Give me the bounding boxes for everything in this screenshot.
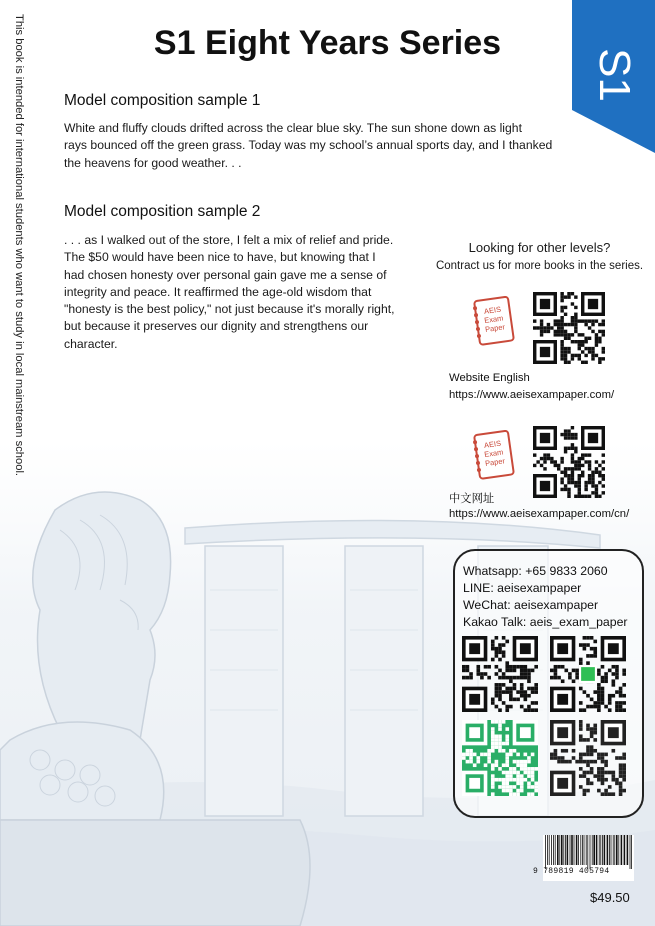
sample-1-heading: Model composition sample 1 xyxy=(64,92,261,109)
level-label: S1 xyxy=(589,48,639,102)
badge-line-1: AEIS xyxy=(483,438,502,450)
promo-heading: Looking for other levels? xyxy=(468,240,611,255)
isbn-number: 9 789819 405794 xyxy=(533,867,610,876)
website-chinese-qr-code[interactable] xyxy=(533,426,605,498)
sample-2-text: . . . as I walked out of the store, I felt a mix of relief and pride. The $50 would have been nice to have, but knowing that I had chosen honesty over personal gain gave me a sense of integrity and peace. It reaffirmed the age-old wisdom that "honesty is the best policy," not just because it's morally right, but because it preserves our dignity and strengthens our character. xyxy=(64,233,395,351)
wechat-qr-code[interactable] xyxy=(462,720,538,796)
kakao-contact: Kakao Talk: aeis_exam_paper xyxy=(463,615,628,629)
line-qr-code[interactable] xyxy=(550,636,626,712)
line-contact: LINE: aeisexampaper xyxy=(463,581,582,595)
promo-subheading: Contract us for more books in the series. xyxy=(435,260,644,272)
whatsapp-contact: Whatsapp: +65 9833 2060 xyxy=(463,564,608,578)
page-title: S1 Eight Years Series xyxy=(153,24,502,62)
wechat-contact: WeChat: aeisexampaper xyxy=(463,598,599,612)
badge-line-2: Exam xyxy=(483,447,504,460)
badge-line-1: AEIS xyxy=(483,304,502,316)
badge-line-2: Exam xyxy=(483,313,504,326)
side-description xyxy=(11,14,25,494)
price: $49.50 xyxy=(590,890,630,905)
kakao-qr-code[interactable] xyxy=(550,720,626,796)
website-chinese-link[interactable]: https://www.aeisexampaper.com/cn/ xyxy=(449,508,630,520)
side-description-text: This book is intended for international students who want to study in local mainstream school. xyxy=(13,14,25,477)
sample-2-heading: Model composition sample 2 xyxy=(64,203,261,220)
aeis-notebook-icon xyxy=(469,430,515,480)
sample-1-text: White and fluffy clouds drifted across the clear blue sky. The sun shone down as light rays bounced off the green grass. Today was my school’s annual sports day, and I thanked the heavens for good weather. . . xyxy=(64,121,553,170)
whatsapp-qr-code[interactable] xyxy=(462,636,538,712)
website-english-label: Website English xyxy=(449,372,530,384)
website-chinese-label: 中文网址 xyxy=(449,493,495,505)
website-english-qr-code[interactable] xyxy=(533,292,605,364)
badge-line-3: Paper xyxy=(484,456,506,468)
badge-line-3: Paper xyxy=(484,322,506,334)
website-english-link[interactable]: https://www.aeisexampaper.com/ xyxy=(449,389,615,401)
aeis-notebook-icon xyxy=(469,296,515,346)
